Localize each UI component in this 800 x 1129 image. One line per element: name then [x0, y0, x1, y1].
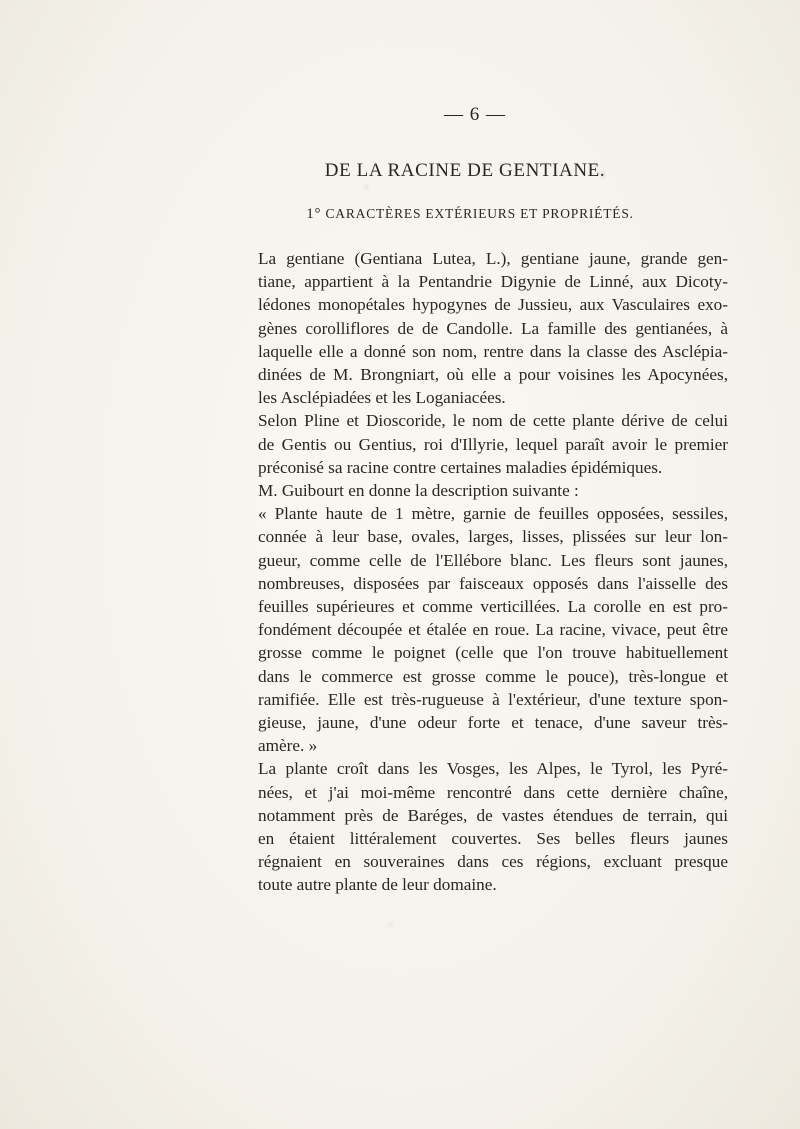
text-line: dans le commerce est grosse comme le pouce), très-longue et — [258, 666, 728, 686]
section-number: 1° — [306, 206, 322, 222]
text-line: toute autre plante de leur domaine. — [258, 875, 497, 895]
section-heading-text: CARACTÈRES EXTÉRIEURS ET PROPRIÉTÉS. — [325, 206, 634, 221]
text-line: « Plante haute de 1 mètre, garnie de feuilles opposées, sessiles, — [258, 504, 728, 524]
section-heading — [0, 206, 800, 223]
text-line: notamment près de Baréges, de vastes étendues de terrain, qui — [258, 805, 728, 825]
text-line: tiane, appartient à la Pentandrie Digynie de Linné, aux Dicoty- — [258, 272, 728, 292]
text-line: en étaient littéralement couvertes. Ses belles fleurs jaunes — [258, 829, 728, 849]
text-line: M. Guibourt en donne la description suivante : — [258, 481, 579, 501]
text-line: nées, et j'ai moi-même rencontré dans cette dernière chaîne, — [258, 782, 728, 802]
ink-speck — [364, 184, 369, 190]
text-line: ramifiée. Elle est très-rugueuse à l'extérieur, d'une texture spon- — [258, 689, 728, 709]
ink-speck — [388, 922, 393, 927]
text-line: feuilles supérieures et comme verticillées. La corolle en est pro- — [258, 597, 728, 617]
text-line: laquelle elle a donné son nom, rentre dans la classe des Asclépia- — [258, 341, 728, 361]
text-line: gènes corolliflores de de Candolle. La famille des gentianées, à — [258, 318, 728, 338]
page-number: — 6 — — [444, 104, 506, 125]
text-line: nombreuses, disposées par faisceaux opposés dans l'aisselle des — [258, 573, 728, 593]
text-line: amère. » — [258, 736, 318, 756]
text-line: les Asclépiadées et les Loganiacées. — [258, 388, 506, 408]
text-line: gieuse, jaune, d'une odeur forte et tenace, d'une saveur très- — [258, 713, 728, 733]
text-line: régnaient en souveraines dans ces régions, excluant presque — [258, 852, 728, 872]
text-line: connée à leur base, ovales, larges, lisses, plissées sur leur lon- — [258, 527, 728, 547]
text-line: La plante croît dans les Vosges, les Alpes, le Tyrol, les Pyré- — [258, 759, 728, 779]
text-line: de Gentis ou Gentius, roi d'Illyrie, lequel paraît avoir le premier — [258, 434, 728, 454]
text-line: préconisé sa racine contre certaines maladies épidémiques. — [258, 457, 663, 477]
text-line: La gentiane (Gentiana Lutea, L.), gentiane jaune, grande gen- — [258, 249, 728, 268]
text-line: gueur, comme celle de l'Ellébore blanc. Les fleurs sont jaunes, — [258, 550, 728, 570]
text-line: lédones monopétales hypogynes de Jussieu, aux Vasculaires exo- — [258, 295, 728, 315]
text-line: dinées de M. Brongniart, où elle a pour voisines les Apocynées, — [258, 365, 728, 385]
text-line: Selon Pline et Dioscoride, le nom de cette plante dérive de celui — [258, 411, 728, 431]
text-line: grosse comme le poignet (celle que l'on trouve habituellement — [258, 643, 728, 663]
text-line: fondément découpée et étalée en roue. La racine, vivace, peut être — [258, 620, 728, 640]
body-text — [258, 247, 728, 897]
chapter-title: DE LA RACINE DE GENTIANE. — [324, 160, 606, 181]
